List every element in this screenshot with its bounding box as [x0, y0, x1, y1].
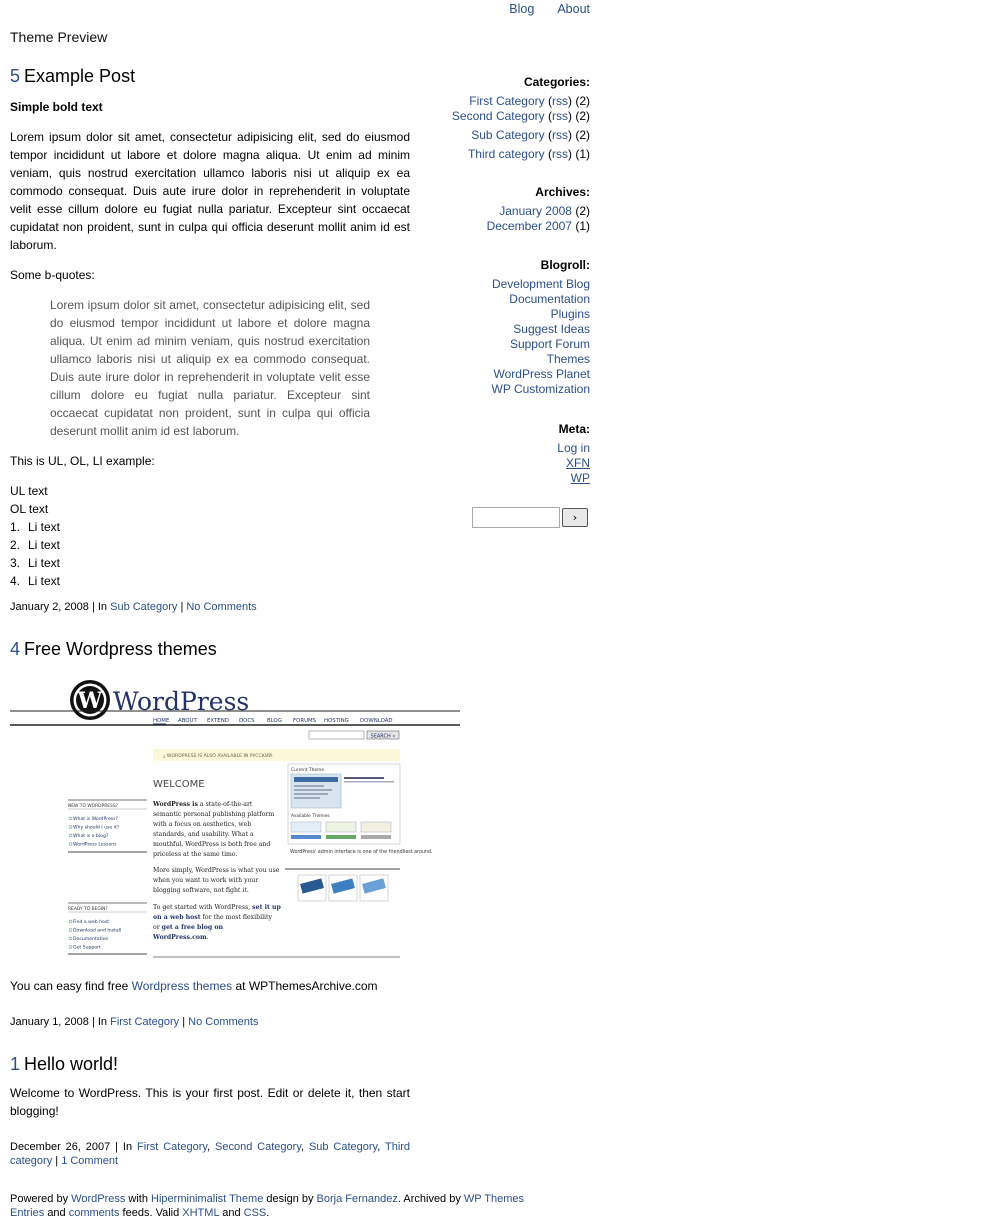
category-item: Third category (rss) (1): [467, 147, 590, 161]
rss-link[interactable]: rss: [551, 147, 568, 161]
list-item-text: Li text: [28, 556, 61, 570]
wordpress-themes-link[interactable]: Wordpress themes: [131, 979, 233, 993]
post-date: December 26, 2007: [10, 1141, 111, 1153]
screenshot-nav-item: HOME: [153, 718, 170, 724]
screenshot-p3-link: on a web host: [153, 914, 201, 921]
post-meta: [10, 600, 410, 614]
screenshot-p3-link: WordPress.com: [153, 934, 207, 941]
wordpress-screenshot-image: [10, 677, 460, 959]
list-item-number: 1.: [10, 520, 21, 534]
svg-text:To get started with WordPress,: [153, 904, 281, 911]
footer-text: with: [128, 1193, 148, 1205]
blogroll-heading: Blogroll:: [540, 258, 590, 272]
svg-text:on a web host for the most fle: [153, 914, 273, 921]
footer-xhtml-link[interactable]: XHTML: [182, 1207, 220, 1219]
list-item-text: Li text: [28, 538, 61, 552]
wp-link[interactable]: WP: [570, 471, 590, 485]
rss-link[interactable]: rss: [551, 94, 568, 108]
screenshot-p3-text: .: [206, 934, 209, 941]
post-text: Welcome to WordPress. This is your first post. Edit or delete it, then start blogging!: [10, 1086, 410, 1118]
lorem-paragraph: Lorem ipsum dolor sit amet, consectetur adipisicing elit, sed do eiusmod tempor incididunt ut labore et dolore magna aliqua. Ut enim ad minim veniam, quis nostrud exercitation ullamco laboris nisi ut aliquip ex ea commodo consequat. Duis aute irure dolor in reprehenderit in voluptate velit esse cillum dolore eu fugiat nulla pariatur. Excepteur sint occaecat cupidatat non proident, sunt in culpa qui officia deserunt mollit anim id est laborum.: [10, 130, 410, 252]
meta-separator: |: [180, 601, 184, 613]
screenshot-p3-text: for the most flexibility: [200, 914, 273, 921]
screenshot-admin-caption: [290, 849, 433, 855]
post-date: January 1, 2008: [10, 1016, 89, 1028]
category-item: Sub Category (rss) (2): [471, 128, 590, 142]
comma: ,: [301, 1141, 305, 1153]
footer-theme-link[interactable]: Hiperminimalist Theme: [151, 1193, 264, 1205]
category-link[interactable]: Second Category: [215, 1141, 302, 1153]
screenshot-nav-item: HOSTING: [324, 718, 349, 724]
blogroll-link[interactable]: Development Blog: [491, 277, 590, 291]
blogroll-link[interactable]: WP Customization: [491, 382, 590, 396]
blogroll-link[interactable]: Themes: [546, 352, 590, 366]
categories-heading: Categories:: [523, 75, 590, 89]
list-item-text: Li text: [28, 574, 61, 588]
svg-text:WordPress.com.: [152, 934, 209, 941]
nav-about-link[interactable]: About: [557, 2, 590, 16]
screenshot-ready-item: Get Support: [73, 945, 101, 951]
screenshot-p1-line: semantic personal publishing platform: [153, 811, 275, 818]
post-example: [10, 64, 410, 614]
screenshot-ready-heading: READY TO BEGIN?: [68, 907, 108, 912]
meta-in: | In: [91, 1016, 108, 1028]
sidebar: [420, 75, 590, 486]
footer-css-link[interactable]: CSS: [243, 1207, 267, 1219]
footer-text: and: [47, 1207, 66, 1219]
screenshot-p3-text: To get started with WordPress,: [153, 904, 253, 911]
screenshot-new-heading: NEW TO WORDPRESS?: [68, 804, 118, 809]
screenshot-p3-link: set it up: [252, 904, 281, 911]
screenshot-new-item: What is a blog?: [73, 834, 109, 839]
blogroll-link[interactable]: Plugins: [550, 307, 590, 321]
post-hello-world: [10, 1052, 410, 1168]
meta-heading: Meta:: [558, 422, 590, 436]
archives-heading: Archives:: [535, 185, 590, 199]
screenshot-p1-bold: WordPress is: [153, 801, 198, 808]
ul-text: UL text: [10, 484, 48, 498]
category-count: (2): [575, 128, 590, 142]
post-title: [10, 64, 410, 88]
footer-author-link[interactable]: Borja Fernandez: [316, 1193, 398, 1205]
post-title-link[interactable]: Hello world!: [24, 1054, 119, 1074]
screenshot-notice: ¿ WORDPRESS IS ALSO AVAILABLE IN РУССКИЙ.: [163, 754, 274, 759]
screenshot-admin-caption-text: WordPress' admin interface is one of the friendliest around.: [290, 850, 433, 855]
screenshot-ready-item: Documentation: [73, 937, 109, 942]
post-text: [10, 977, 410, 995]
footer-wpthemes-link[interactable]: WP Themes: [463, 1193, 525, 1205]
text-after: at WPThemesArchive.com: [235, 979, 378, 993]
screenshot-p3-text: or: [153, 924, 162, 931]
blogroll-link[interactable]: Documentation: [509, 292, 590, 306]
archive-count: (2): [575, 204, 590, 218]
list-item: [10, 554, 410, 572]
comma: ,: [207, 1141, 211, 1153]
svg-text:W: W: [77, 688, 103, 714]
search-input[interactable]: [472, 507, 560, 528]
wordpress-logo-icon: [70, 680, 110, 720]
bold-text: Simple bold text: [10, 100, 103, 114]
screenshot-new-item: What is WordPress?: [73, 817, 118, 822]
list-item-text: Li text: [28, 520, 61, 534]
blogroll-link[interactable]: Suggest Ideas: [513, 322, 590, 336]
list-item: [10, 572, 410, 590]
archive-count: (1): [575, 219, 590, 233]
footer-text: design by: [266, 1193, 314, 1205]
post-meta: [10, 1015, 410, 1029]
rss-link[interactable]: rss: [551, 109, 568, 123]
blockquote: Lorem ipsum dolor sit amet, consectetur adipisicing elit, sed do eiusmod tempor incididunt ut labore et dolore magna aliqua. Ut enim ad minim veniam, quis nostrud exercitation ullamco laboris nisi ut aliquip ex ea commodo consequat. Duis aute irure dolor in reprehenderit in voluptate velit esse cillum dolore eu fugiat nulla pariatur. Excepteur sint occaecat cupidatat non proident, sunt in culpa qui officia deserunt mollit anim id est laborum.: [50, 298, 370, 438]
screenshot-nav-item: DOWNLOAD: [360, 718, 393, 724]
post-number: 4: [10, 639, 21, 659]
screenshot-ready-item: Download and Install: [73, 928, 122, 934]
text-before: You can easy find free: [10, 979, 129, 993]
meta-in: | In: [115, 1141, 133, 1153]
category-link[interactable]: Sub Category: [471, 128, 545, 142]
screenshot-nav-item: EXTEND: [207, 718, 229, 724]
svg-text:WordPress is a state-of-the-ar: [152, 801, 253, 808]
category-link[interactable]: First Category: [110, 1016, 180, 1028]
post-number: 5: [10, 66, 21, 86]
footer-text: and: [222, 1207, 241, 1219]
screenshot-p1-line: with a focus on aesthetics, web: [153, 821, 252, 828]
footer-entries-link[interactable]: Entries: [10, 1207, 45, 1219]
posts-column: [10, 64, 410, 1168]
category-link[interactable]: Second Category: [451, 109, 545, 123]
footer-text: . Archived by: [397, 1193, 461, 1205]
post-number: 1: [10, 1054, 21, 1074]
comma: ,: [377, 1141, 381, 1153]
blogroll-link[interactable]: Support Forum: [509, 337, 590, 351]
screenshot-nav-item: FORUMS: [293, 718, 317, 724]
top-nav: [486, 2, 590, 16]
screenshot-welcome: WELCOME: [153, 779, 205, 790]
screenshot-p1-line: standards, and usability. What a: [153, 831, 254, 838]
svg-text:or get a free blog on: [153, 924, 223, 931]
search-form: [472, 507, 578, 528]
archive-item: [420, 204, 590, 219]
screenshot-p2-line: when you want to work with your: [153, 877, 259, 884]
footer-text: .: [266, 1207, 270, 1219]
post-title-link[interactable]: Example Post: [24, 66, 136, 86]
screenshot-nav-item: ABOUT: [178, 718, 197, 724]
ol-text: OL text: [10, 502, 49, 516]
post-meta: [10, 1140, 410, 1168]
search-button[interactable]: [562, 508, 588, 527]
screenshot-new-item: Why should I use it?: [73, 825, 120, 831]
archive-link[interactable]: December 2007: [486, 219, 572, 233]
category-item: Second Category (rss) (2): [451, 109, 590, 123]
list-item: [10, 536, 410, 554]
footer-comments-link[interactable]: comments: [68, 1207, 120, 1219]
category-link[interactable]: Sub Category: [110, 601, 178, 613]
post-title-link[interactable]: Free Wordpress themes: [24, 639, 217, 659]
bquote-intro: Some b-quotes:: [10, 268, 95, 282]
comments-link[interactable]: 1 Comment: [61, 1155, 119, 1167]
category-link[interactable]: First Category: [469, 94, 545, 108]
archive-item: [420, 219, 590, 234]
category-count: (1): [575, 147, 590, 161]
footer-wordpress-link[interactable]: WordPress: [71, 1193, 126, 1205]
site-title[interactable]: Theme Preview: [10, 29, 108, 45]
category-link[interactable]: Sub Category: [308, 1141, 378, 1153]
list-item-number: 3.: [10, 556, 21, 570]
nav-blog-link[interactable]: Blog: [509, 2, 535, 16]
category-count: (2): [575, 94, 590, 108]
category-link[interactable]: Third category: [10, 1141, 411, 1167]
list-intro: This is UL, OL, LI example:: [10, 454, 155, 468]
meta-in: | In: [91, 601, 108, 613]
screenshot-p3-link: get a free blog on: [161, 924, 223, 931]
category-count: (2): [575, 109, 590, 123]
blogroll-link[interactable]: WordPress Planet: [493, 367, 590, 381]
comments-link[interactable]: No Comments: [186, 601, 257, 613]
screenshot-new-item: WordPress Lessons: [73, 842, 117, 848]
screenshot-ready-item: Find a web host: [73, 920, 110, 925]
list-item-number: 2.: [10, 538, 21, 552]
wordpress-screenshot-svg: [10, 677, 460, 959]
screenshot-current-theme: Current Theme: [291, 768, 325, 773]
meta-separator: |: [55, 1155, 59, 1167]
category-item: First Category (rss) (2): [469, 94, 590, 108]
comments-link[interactable]: No Comments: [188, 1016, 259, 1028]
screenshot-nav-item: BLOG: [267, 718, 282, 724]
list-item-number: 4.: [10, 574, 21, 588]
login-link[interactable]: Log in: [557, 441, 590, 455]
theme-thumbnails: [298, 875, 388, 901]
list-item: [10, 518, 410, 536]
category-link[interactable]: Third category: [467, 147, 545, 161]
post-title: [10, 637, 410, 661]
screenshot-available-themes: Available Themes: [291, 814, 330, 819]
category-link[interactable]: First Category: [136, 1141, 208, 1153]
screenshot-p1-line: a state-of-the-art: [197, 801, 253, 808]
screenshot-p2-line: More simply, WordPress is what you use: [153, 867, 280, 874]
chevron-right-icon: ›: [572, 511, 578, 524]
screenshot-p1-line: priceless at the same time.: [153, 851, 238, 858]
screenshot-p2-line: blogging software, not fight it.: [153, 887, 249, 894]
screenshot-p1-line: mouthful. WordPress is both free and: [153, 841, 271, 848]
screenshot-search-button: SEARCH »: [370, 733, 396, 740]
post-title: [10, 1052, 410, 1076]
xfn-link[interactable]: XFN: [566, 456, 590, 470]
footer-text: feeds. Valid: [122, 1207, 180, 1219]
screenshot-nav-item: DOCS: [239, 718, 255, 724]
screenshot-logo-text: WordPress: [113, 687, 250, 716]
meta-separator: |: [182, 1016, 186, 1028]
rss-link[interactable]: rss: [551, 128, 568, 142]
archive-link[interactable]: January 2008: [499, 204, 572, 218]
footer: [10, 1192, 530, 1220]
footer-text: Powered by: [10, 1193, 69, 1205]
post-date: January 2, 2008: [10, 601, 89, 613]
